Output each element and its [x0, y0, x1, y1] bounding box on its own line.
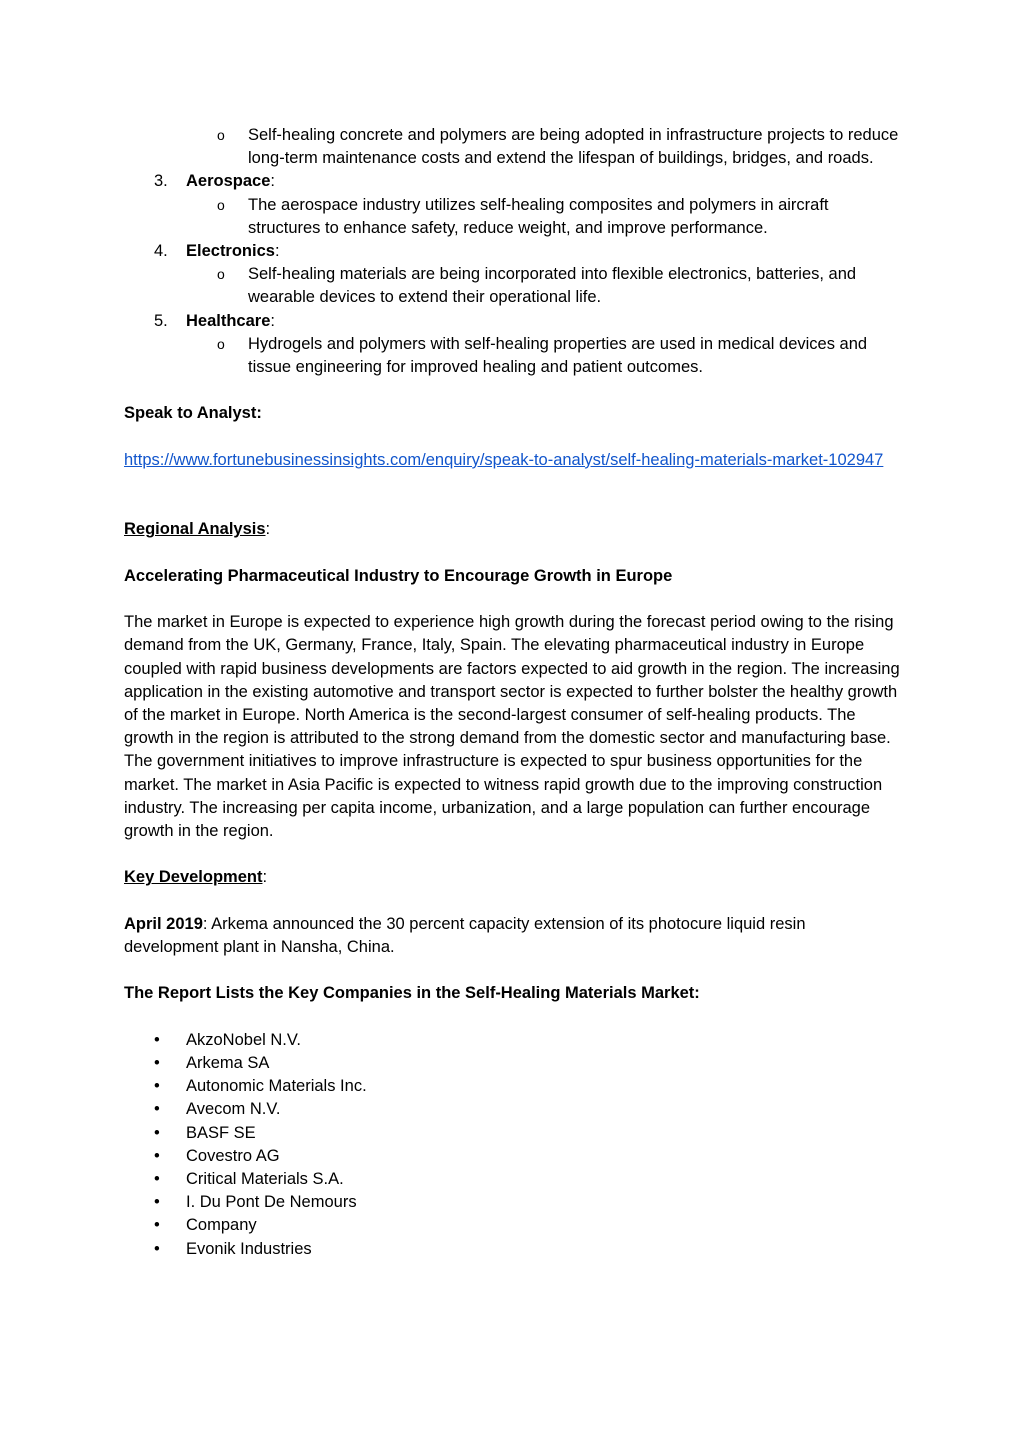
company-name: Arkema SA	[186, 1053, 270, 1072]
sub-bullet-text: Hydrogels and polymers with self-healing properties are used in medical devices and tissue engineering for improved healing and patient outcomes.	[248, 334, 868, 377]
spacer	[124, 542, 904, 565]
list-item	[124, 1098, 904, 1121]
list-item	[124, 1075, 904, 1098]
list-item	[124, 1122, 904, 1145]
heading-colon: :	[265, 520, 271, 539]
bullet-icon: •	[154, 1216, 160, 1235]
list-item	[124, 1145, 904, 1168]
sub-bullet-marker: o	[217, 266, 225, 283]
key-development-date: April 2019	[124, 914, 203, 933]
sub-bullet-marker: o	[217, 335, 225, 352]
heading-colon: :	[262, 868, 268, 887]
company-name: AkzoNobel N.V.	[186, 1030, 301, 1049]
companies-heading: The Report Lists the Key Companies in the Self-Healing Materials Market:	[124, 984, 700, 1003]
sub-bullet-construction	[124, 124, 904, 170]
list-item	[124, 1052, 904, 1075]
item-colon: :	[270, 172, 275, 191]
sub-bullet-marker: o	[217, 127, 225, 143]
list-item	[124, 1029, 904, 1052]
list-item	[124, 1168, 904, 1191]
bullet-icon: •	[154, 1239, 160, 1258]
companies-list	[124, 1029, 904, 1261]
sub-bullet-healthcare	[124, 333, 904, 379]
bullet-icon: •	[154, 1100, 160, 1119]
bullet-icon: •	[154, 1077, 160, 1096]
company-name: BASF SE	[186, 1123, 256, 1142]
company-name: Avecom N.V.	[186, 1100, 281, 1119]
item-number: 4.	[154, 242, 168, 261]
item-title: Aerospace	[186, 172, 271, 191]
spacer	[124, 890, 904, 913]
spacer	[124, 843, 904, 866]
spacer	[124, 588, 904, 611]
speak-to-analyst-heading: Speak to Analyst:	[124, 404, 262, 423]
key-development-paragraph	[124, 913, 904, 959]
numbered-item-electronics	[124, 240, 904, 263]
speak-to-analyst-link[interactable]: https://www.fortunebusinessinsights.com/enquiry/speak-to-analyst/self-healing-materials-market-102947	[124, 450, 884, 469]
spacer	[124, 959, 904, 982]
spacer	[124, 426, 904, 449]
regional-subheading: Accelerating Pharmaceutical Industry to Encourage Growth in Europe	[124, 566, 673, 585]
item-colon: :	[270, 311, 275, 330]
item-title: Healthcare	[186, 311, 271, 330]
sub-bullet-text: Self-healing materials are being incorporated into flexible electronics, batteries, and wearable devices to extend their operational life.	[248, 265, 857, 307]
page-content	[124, 124, 904, 1261]
key-development-heading: Key Development	[124, 868, 263, 887]
regional-analysis-heading-row	[124, 518, 904, 541]
item-colon: :	[274, 242, 280, 261]
company-name: Autonomic Materials Inc.	[186, 1077, 367, 1096]
item-title: Electronics	[186, 242, 275, 261]
bullet-icon: •	[154, 1146, 160, 1165]
bullet-icon: •	[154, 1030, 160, 1049]
item-number: 3.	[154, 172, 168, 191]
sub-bullet-marker: o	[217, 196, 225, 213]
key-development-heading-row	[124, 866, 904, 889]
company-name: Covestro AG	[186, 1146, 280, 1165]
regional-analysis-heading: Regional Analysis	[124, 520, 266, 539]
company-name: Critical Materials S.A.	[186, 1170, 344, 1188]
company-name: Evonik Industries	[186, 1239, 312, 1258]
sub-bullet-text: Self-healing concrete and polymers are being adopted in infrastructure projects to reduce long-term maintenance costs and extend the lifespan of buildings, bridges, and roads.	[248, 126, 899, 168]
key-development-text: : Arkema announced the 30 percent capacity extension of its photocure liquid resin development plant in Nansha, China.	[124, 914, 806, 956]
list-item	[124, 1214, 904, 1237]
company-name: Company	[186, 1216, 257, 1235]
bullet-icon: •	[154, 1193, 160, 1212]
regional-body-paragraph: The market in Europe is expected to experience high growth during the forecast period owing to the rising demand from the UK, Germany, France, Italy, Spain. The elevating pharmaceutical industry in Europe coupled with rapid business developments are factors expected to aid growth in the region. The increasing application in the existing automotive and transport sector is expected to further bolster the healthy growth of the market in Europe. North America is the second-largest consumer of self-healing products. The growth in the region is attributed to the strong demand from the domestic sector and manufacturing base. The government initiatives to improve infrastructure is expected to spur business opportunities for the market. The market in Asia Pacific is expected to witness rapid growth due to the improving construction industry. The increasing per capita income, urbanization, and a large population can further encourage growth in the region.	[124, 613, 900, 841]
item-number: 5.	[154, 311, 168, 330]
spacer	[124, 379, 904, 402]
spacer	[124, 1006, 904, 1029]
sub-bullet-electronics	[124, 263, 904, 309]
bullet-icon: •	[154, 1170, 160, 1188]
company-name: I. Du Pont De Nemours	[186, 1193, 357, 1212]
sub-bullet-aerospace	[124, 194, 904, 240]
numbered-item-aerospace	[124, 170, 904, 193]
spacer	[124, 472, 904, 518]
list-item	[124, 1191, 904, 1214]
bullet-icon: •	[154, 1123, 160, 1142]
numbered-item-healthcare	[124, 310, 904, 333]
bullet-icon: •	[154, 1053, 160, 1072]
list-item	[124, 1238, 904, 1261]
sub-bullet-text: The aerospace industry utilizes self-healing composites and polymers in aircraft structures to enhance safety, reduce weight, and improve performance.	[248, 195, 829, 237]
